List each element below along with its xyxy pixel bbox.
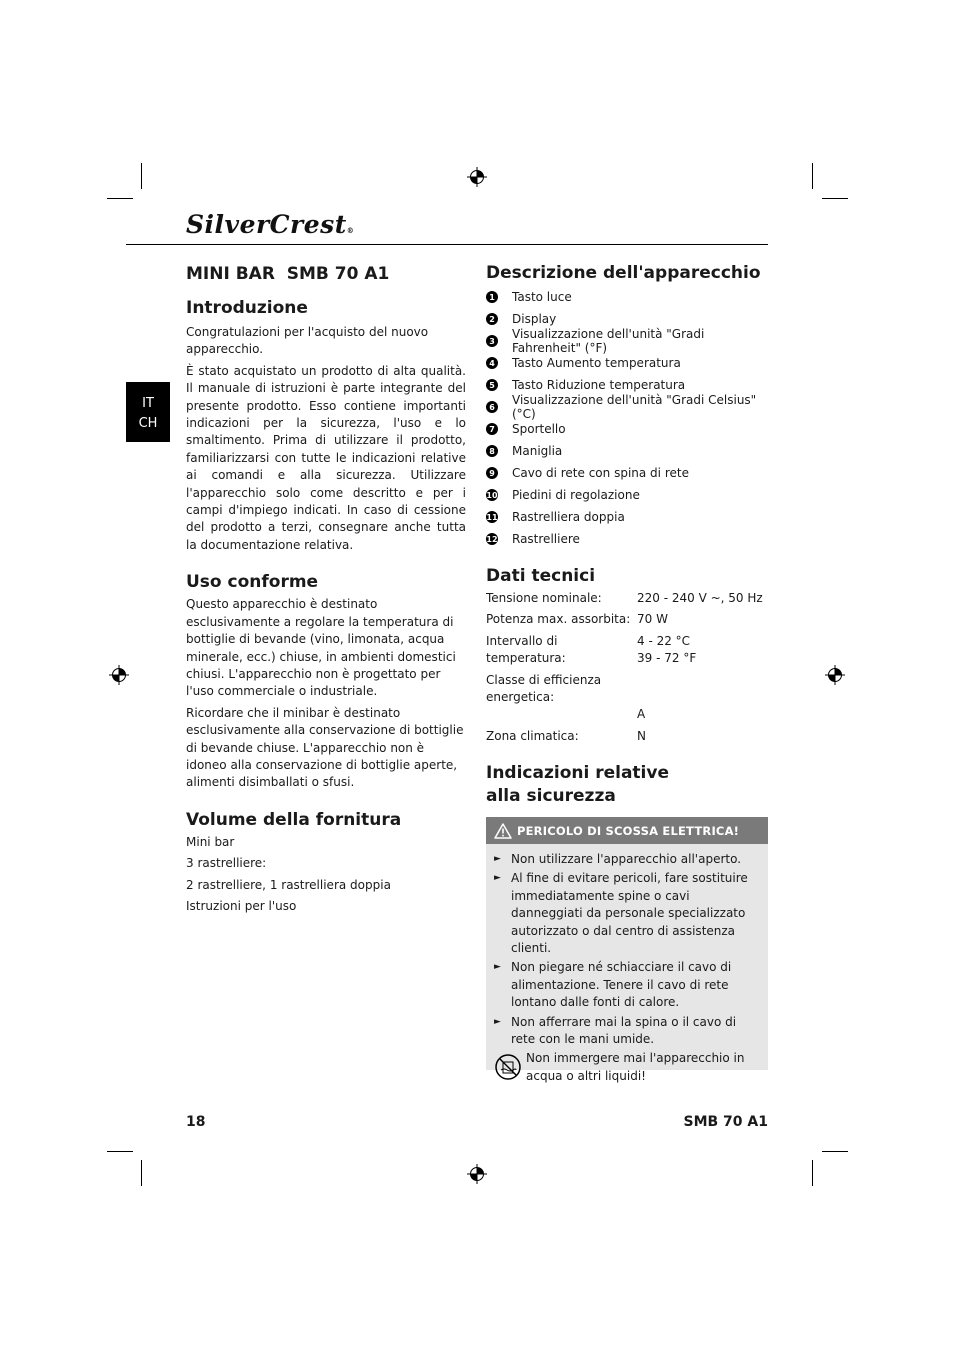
part-label: Maniglia [512, 444, 563, 458]
crop-mark [822, 1151, 848, 1152]
spec-label: Zona climatica: [486, 728, 579, 743]
part-label: Cavo di rete con spina di rete [512, 466, 689, 480]
warning-header [486, 817, 768, 844]
spec-row [486, 590, 768, 607]
volume-item: Mini bar [186, 834, 235, 849]
spec-value: N [637, 728, 646, 743]
crop-mark [812, 163, 813, 189]
warning-title: PERICOLO DI SCOSSA ELETTRICA! [517, 823, 740, 838]
part-label: Rastrelliera doppia [512, 510, 625, 524]
part-label: Rastrelliere [512, 532, 580, 546]
spec-label: Tensione nominale: [486, 591, 602, 605]
list-item [486, 393, 768, 421]
footer-model: SMB 70 A1 [683, 1114, 768, 1130]
language-tab-line1: IT [142, 396, 154, 411]
spec-value: A [637, 707, 646, 722]
part-number: 11 [486, 512, 498, 522]
section-heading-uso-conforme: Uso conforme [186, 572, 319, 593]
page-title: MINI BAR SMB 70 A1 [186, 264, 390, 284]
part-label: Sportello [512, 422, 566, 436]
no-water-immersion-icon [494, 1053, 522, 1081]
spec-value-line: 4 - 22 °C [637, 633, 691, 648]
bullet-arrow-icon: ► [494, 854, 501, 864]
list-item [486, 528, 768, 550]
list-item [486, 506, 768, 528]
crop-mark [141, 163, 142, 189]
language-tab-line2: CH [138, 416, 158, 431]
list-item [486, 286, 768, 308]
list-item [494, 1014, 760, 1049]
part-number: 5 [486, 379, 498, 391]
section-heading-introduzione: Introduzione [186, 298, 308, 318]
spec-row [486, 633, 768, 668]
part-label: Visualizzazione dell'unità "Gradi Celsius" (°C) [512, 393, 757, 421]
part-number: 7 [486, 423, 498, 435]
registration-mark-icon [825, 665, 845, 685]
header-rule [126, 244, 768, 245]
section-heading-descrizione: Descrizione dell'apparecchio [486, 263, 761, 283]
bullet-arrow-icon: ► [494, 962, 501, 973]
volume-item: 2 rastrelliere, 1 rastrelliera doppia [186, 877, 391, 892]
volume-item: Istruzioni per l'uso [186, 898, 297, 913]
crop-mark [822, 198, 848, 199]
crop-mark [107, 1151, 133, 1152]
part-number: 9 [486, 467, 498, 479]
part-label: Tasto Aumento temperatura [512, 356, 681, 370]
crop-mark [141, 1160, 142, 1186]
section-heading-sicurezza [486, 762, 768, 808]
bullet-arrow-icon: ► [494, 873, 501, 884]
part-number: 8 [486, 445, 498, 457]
brand-registered-mark: ® [346, 226, 355, 235]
brand-logo [186, 210, 354, 240]
spec-label-line: Classe di efficienza [486, 672, 602, 687]
part-number: 10 [486, 490, 498, 500]
spec-label: Potenza max. assorbita: [486, 612, 631, 627]
part-label: Tasto luce [512, 290, 572, 304]
spec-row [486, 728, 768, 745]
safety-warning-box [486, 817, 768, 1083]
language-tab [126, 382, 170, 442]
part-number: 6 [486, 401, 498, 413]
spec-value: 70 W [637, 612, 668, 627]
part-number: 1 [486, 291, 498, 303]
volume-item: 3 rastrelliere: [186, 856, 267, 871]
part-label: Tasto Riduzione temperatura [512, 378, 686, 392]
spec-row [486, 672, 768, 724]
intro-paragraph-2: È stato acquistato un prodotto di alta qualità. Il manuale di istruzioni è parte integrante del presente prodotto. Esso contiene importanti indicazioni per la sicurezza, l'uso e lo smaltimento. Prima di utilizzare il prodotto, familiarizzarsi con tutte le indicazioni relative ai comandi e alla sicurezza. Utilizzare l'apparecchio solo come descritto e per i campi d'impiego indicati. In caso di cessione del prodotto a terzi, consegnare anche tutta la documentazione relativa. [186, 363, 466, 552]
page-number: 18 [186, 1114, 206, 1130]
spec-value [637, 633, 696, 668]
list-item [486, 327, 768, 355]
crop-mark [107, 198, 133, 199]
part-label: Visualizzazione dell'unità "Gradi Fahrenheit" (°F) [512, 327, 705, 355]
list-item [486, 440, 768, 462]
warning-text: Non afferrare mai la spina o il cavo di rete con le mani umide. [511, 1014, 737, 1047]
registration-mark-icon [109, 665, 129, 685]
part-number: 4 [486, 357, 498, 369]
list-item [494, 870, 760, 957]
list-item [494, 851, 760, 868]
warning-text: Non piegare né schiacciare il cavo di alimentazione. Tenere il cavo di rete lontano dalle fonti di calore. [511, 960, 732, 1010]
spec-value: 220 - 240 V ~, 50 Hz [637, 591, 763, 605]
right-column [486, 262, 768, 808]
bullet-arrow-icon: ► [494, 1016, 501, 1027]
uso-paragraph-2: Ricordare che il minibar è destinato esclusivamente alla conservazione di bottiglie di bevande chiuse. L'apparecchio non è idoneo alla conservazione di bottiglie aperte, alimenti disimballati o sfusi. [186, 705, 464, 790]
registration-mark-icon [467, 167, 487, 187]
list-item [494, 959, 760, 1011]
warning-text: Al fine di evitare pericoli, fare sostituire immediatamente spine o cavi danneggiati da personale specializzato autorizzato o dal centro di assistenza clienti. [511, 871, 748, 956]
part-number: 2 [486, 313, 498, 325]
spec-label-line: energetica: [486, 690, 555, 705]
heading-line: alla sicurezza [486, 786, 616, 807]
section-heading-dati-tecnici: Dati tecnici [486, 566, 596, 586]
uso-paragraph-1: Questo apparecchio è destinato esclusivamente a regolare la temperatura di bottiglie di bevande (vino, limonata, acqua minerale, ecc.) chiuse, in ambienti domestici chiusi. L'apparecchio non è progettato per l'uso commerciale o industriale. [186, 597, 456, 699]
section-heading-volume: Volume della fornitura [186, 809, 402, 830]
specs-table [486, 590, 768, 745]
left-column [186, 262, 466, 915]
spec-row [486, 611, 768, 628]
parts-list [486, 286, 768, 550]
brand-name: SilverCrest [186, 210, 347, 239]
list-item [486, 462, 768, 484]
spec-label [486, 672, 637, 724]
spec-value-line: 39 - 72 °F [637, 651, 697, 666]
immersion-warning [494, 1050, 760, 1085]
part-label: Piedini di regolazione [512, 488, 640, 502]
part-number: 3 [486, 335, 498, 347]
immersion-text: Non immergere mai l'apparecchio in acqua o altri liquidi! [526, 1051, 745, 1083]
list-item [486, 352, 768, 374]
registration-mark-icon [467, 1164, 487, 1184]
heading-line: Indicazioni relative [486, 763, 669, 784]
list-item [486, 484, 768, 506]
list-item [486, 418, 768, 440]
part-label: Display [512, 312, 557, 326]
warning-text: Non utilizzare l'apparecchio all'aperto. [511, 852, 742, 866]
warning-list [486, 844, 768, 1085]
part-number: 12 [486, 534, 498, 544]
spec-label: Intervallo di temperatura: [486, 633, 566, 666]
warning-triangle-icon [494, 823, 512, 839]
intro-paragraph-1: Congratulazioni per l'acquisto del nuovo apparecchio. [186, 325, 429, 357]
crop-mark [812, 1160, 813, 1186]
